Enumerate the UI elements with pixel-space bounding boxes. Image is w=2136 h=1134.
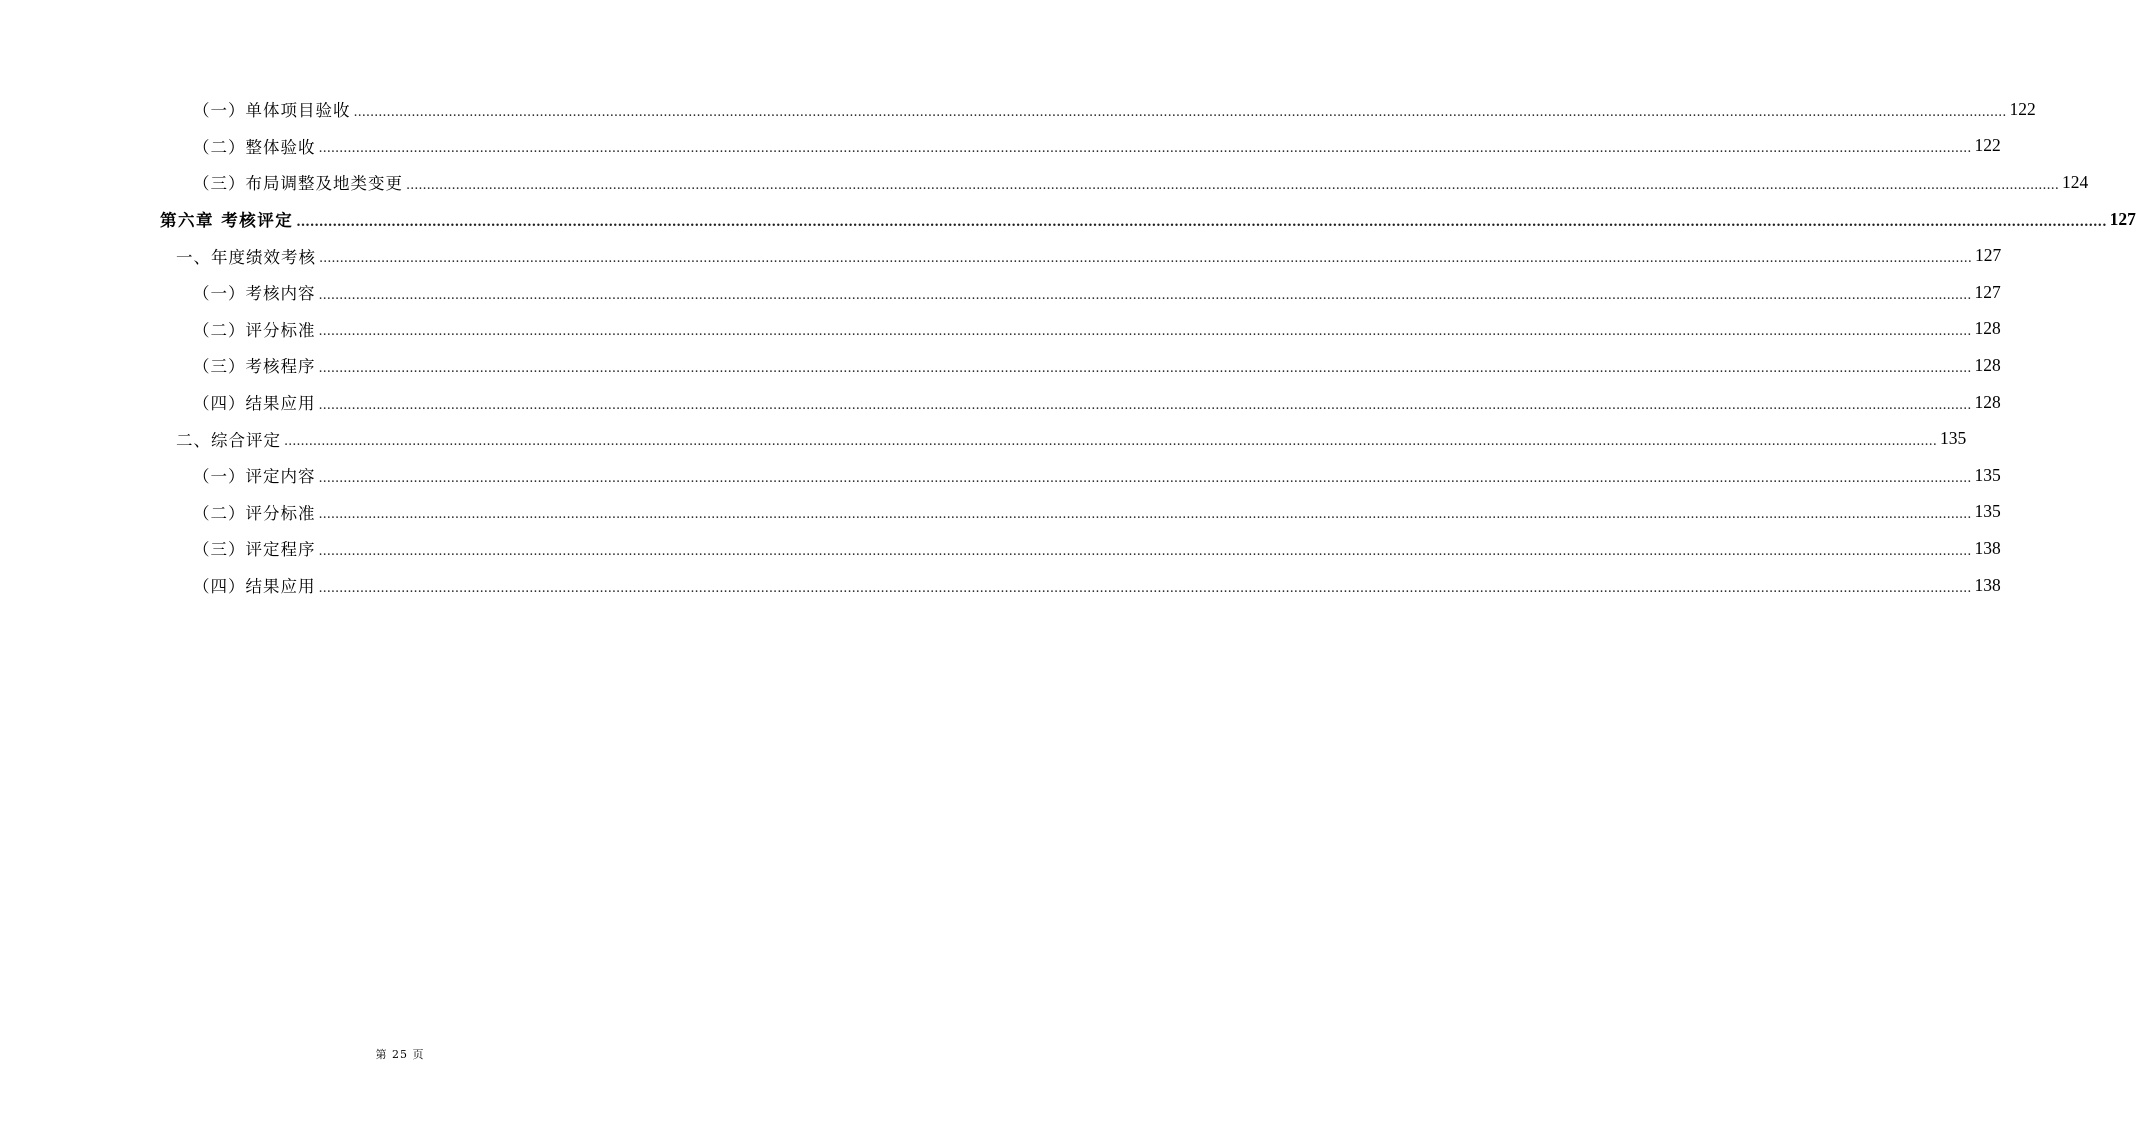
toc-entry-title: （四）结果应用 — [193, 394, 316, 414]
toc-entry[interactable] — [0, 91, 2036, 128]
toc-entry-page: 122 — [2009, 98, 2036, 119]
toc-entry[interactable] — [0, 567, 2001, 604]
toc-entry-title: （三）评定程序 — [193, 540, 316, 560]
toc-entry[interactable] — [0, 457, 2001, 494]
toc-dot-leader: ................................................................................................................................................................................................................................................................................................................................................................................................................ — [406, 177, 2059, 193]
toc-entry-title: 二、综合评定 — [176, 430, 281, 450]
footer-prefix: 第 — [375, 1048, 388, 1061]
toc-dot-leader: ................................................................................................................................................................................................................................................................................................................................................................................................................ — [318, 287, 1972, 303]
toc-entry-title: （一）评定内容 — [193, 467, 316, 487]
toc-entry-title: 第六章 考核评定 — [160, 211, 294, 231]
toc-entry-page: 128 — [1974, 354, 2001, 375]
toc-entry-page: 135 — [1974, 501, 2001, 522]
toc-entry-title: （二）评分标准 — [193, 320, 316, 340]
toc-dot-leader: ................................................................................................................................................................................................................................................................................................................................................................................................................ — [318, 470, 1972, 486]
toc-section-entry[interactable] — [0, 237, 2002, 274]
toc-entry-page: 135 — [1974, 464, 2001, 485]
toc-entry-page: 127 — [1974, 245, 2002, 266]
toc-chapter-entry[interactable] — [0, 201, 2136, 238]
toc-entry-page: 127 — [1974, 281, 2001, 302]
toc-entry[interactable] — [0, 274, 2001, 311]
toc-entry-page: 135 — [1939, 428, 1967, 449]
toc-entry-page: 128 — [1974, 318, 2001, 339]
toc-entry-title: 一、年度绩效考核 — [176, 247, 316, 267]
toc-entry-title: （二）整体验收 — [193, 137, 316, 157]
toc-dot-leader: ................................................................................................................................................................................................................................................................................................................................................................................................................ — [353, 104, 2007, 120]
toc-entry-title: （四）结果应用 — [193, 577, 316, 597]
table-of-contents — [0, 91, 2136, 603]
toc-dot-leader: ................................................................................................................................................................................................................................................................................................................................................................................................................ — [318, 397, 1972, 413]
toc-entry[interactable] — [0, 164, 2089, 201]
toc-dot-leader: ................................................................................................................................................................................................................................................................................................................................................................................................................ — [318, 141, 1972, 157]
toc-dot-leader: ................................................................................................................................................................................................................................................................................................................................................................................................................ — [318, 580, 1972, 596]
toc-dot-leader: ................................................................................................................................................................................................................................................................................................................................................................................................................ — [318, 507, 1972, 523]
toc-entry-title: （一）单体项目验收 — [193, 101, 351, 121]
toc-entry-title: （三）考核程序 — [193, 357, 316, 377]
toc-section-entry[interactable] — [0, 420, 1967, 457]
toc-dot-leader: ................................................................................................................................................................................................................................................................................................................................................................................................................ — [318, 324, 1972, 340]
toc-entry-title: （一）考核内容 — [193, 284, 316, 304]
toc-entry-page: 122 — [1974, 135, 2001, 156]
toc-entry[interactable] — [0, 347, 2001, 384]
toc-entry-title: （三）布局调整及地类变更 — [193, 174, 403, 194]
toc-dot-leader: ................................................................................................................................................................................................................................................................................................................................................................................................................ — [318, 360, 1972, 376]
toc-dot-leader: ................................................................................................................................................................................................................................................................................................................................................................................................................ — [319, 251, 1972, 267]
toc-entry[interactable] — [0, 384, 2001, 421]
toc-entry-page: 138 — [1974, 537, 2001, 558]
toc-dot-leader: ................................................................................................................................................................................................................................................................................................................................................................................................................ — [284, 434, 1937, 450]
footer-suffix: 页 — [412, 1048, 425, 1061]
toc-entry-page: 127 — [2109, 208, 2136, 229]
toc-entry-page: 124 — [2061, 171, 2089, 192]
toc-entry-title: （二）评分标准 — [193, 503, 316, 523]
toc-dot-leader: ................................................................................................................................................................................................................................................................................................................................................................................................................ — [296, 214, 2107, 230]
toc-dot-leader: ................................................................................................................................................................................................................................................................................................................................................................................................................ — [318, 543, 1972, 559]
toc-entry-page: 128 — [1974, 391, 2001, 412]
toc-entry-page: 138 — [1974, 574, 2001, 595]
toc-entry[interactable] — [0, 311, 2001, 348]
footer-page-number: 25 — [392, 1048, 408, 1061]
page-footer — [0, 1046, 800, 1062]
toc-entry[interactable] — [0, 128, 2001, 165]
toc-entry[interactable] — [0, 494, 2001, 531]
toc-entry[interactable] — [0, 530, 2001, 567]
